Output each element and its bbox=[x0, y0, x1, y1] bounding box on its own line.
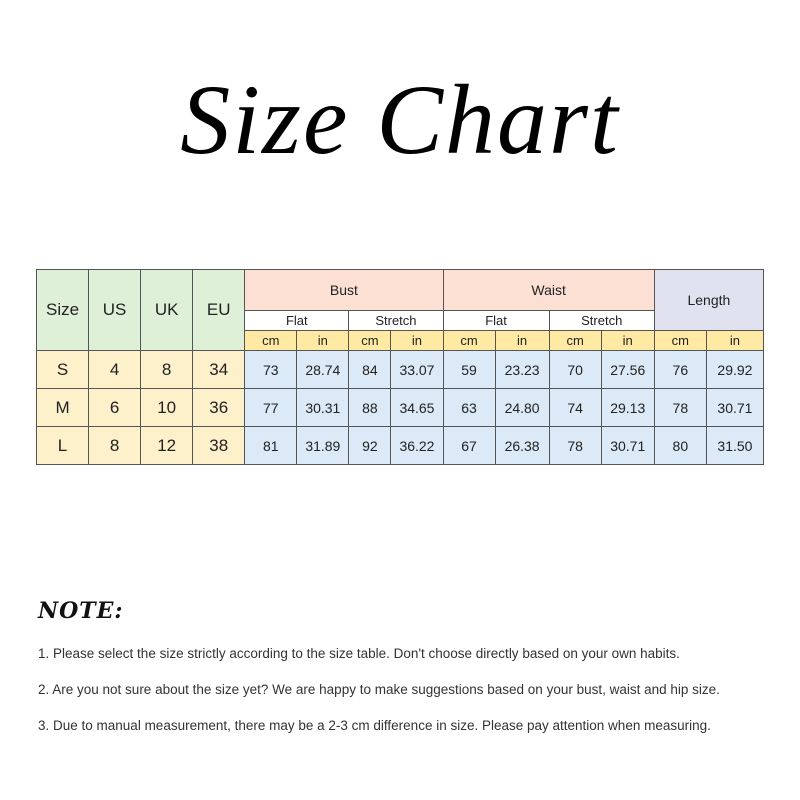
table-row bbox=[37, 351, 764, 389]
header-row-groups bbox=[37, 270, 764, 311]
cell-uk: 8 bbox=[141, 351, 193, 389]
header-bust: Bust bbox=[245, 270, 443, 311]
unit-cm: cm bbox=[443, 331, 495, 351]
cell-uk: 10 bbox=[141, 389, 193, 427]
note-line-2: 2. Are you not sure about the size yet? We are happy to make suggestions based on your bust, waist and hip size. bbox=[38, 682, 720, 697]
cell-us: 8 bbox=[89, 427, 141, 465]
cell-bust-flat-cm: 73 bbox=[245, 351, 297, 389]
cell-waist-stretch-cm: 78 bbox=[549, 427, 601, 465]
cell-waist-stretch-in: 27.56 bbox=[601, 351, 654, 389]
header-waist-flat: Flat bbox=[443, 311, 549, 331]
cell-length-cm: 76 bbox=[654, 351, 706, 389]
cell-bust-flat-cm: 77 bbox=[245, 389, 297, 427]
header-length: Length bbox=[654, 270, 763, 331]
cell-waist-stretch-cm: 70 bbox=[549, 351, 601, 389]
cell-eu: 34 bbox=[193, 351, 245, 389]
header-uk: UK bbox=[141, 270, 193, 351]
cell-waist-flat-in: 24.80 bbox=[495, 389, 549, 427]
cell-length-in: 31.50 bbox=[706, 427, 763, 465]
size-table bbox=[36, 269, 764, 465]
unit-in: in bbox=[297, 331, 349, 351]
note-title: NOTE: bbox=[38, 598, 124, 624]
cell-waist-flat-cm: 63 bbox=[443, 389, 495, 427]
cell-us: 6 bbox=[89, 389, 141, 427]
header-size: Size bbox=[37, 270, 89, 351]
cell-bust-flat-in: 28.74 bbox=[297, 351, 349, 389]
unit-cm: cm bbox=[349, 331, 391, 351]
cell-eu: 38 bbox=[193, 427, 245, 465]
cell-length-in: 29.92 bbox=[706, 351, 763, 389]
cell-bust-stretch-cm: 92 bbox=[349, 427, 391, 465]
header-eu: EU bbox=[193, 270, 245, 351]
cell-uk: 12 bbox=[141, 427, 193, 465]
cell-waist-stretch-in: 29.13 bbox=[601, 389, 654, 427]
unit-cm: cm bbox=[549, 331, 601, 351]
cell-eu: 36 bbox=[193, 389, 245, 427]
cell-bust-stretch-in: 34.65 bbox=[391, 389, 443, 427]
cell-length-cm: 78 bbox=[654, 389, 706, 427]
header-us: US bbox=[89, 270, 141, 351]
table-row bbox=[37, 389, 764, 427]
cell-bust-stretch-cm: 88 bbox=[349, 389, 391, 427]
note-line-1: 1. Please select the size strictly according to the size table. Don't choose directly based on your own habits. bbox=[38, 646, 680, 661]
cell-bust-flat-in: 31.89 bbox=[297, 427, 349, 465]
cell-waist-flat-in: 26.38 bbox=[495, 427, 549, 465]
unit-in: in bbox=[495, 331, 549, 351]
header-waist: Waist bbox=[443, 270, 654, 311]
cell-waist-flat-in: 23.23 bbox=[495, 351, 549, 389]
cell-waist-flat-cm: 59 bbox=[443, 351, 495, 389]
note-line-3: 3. Due to manual measurement, there may be a 2-3 cm difference in size. Please pay attention when measuring. bbox=[38, 718, 711, 733]
cell-waist-flat-cm: 67 bbox=[443, 427, 495, 465]
cell-length-cm: 80 bbox=[654, 427, 706, 465]
cell-bust-stretch-in: 36.22 bbox=[391, 427, 443, 465]
cell-size: S bbox=[37, 351, 89, 389]
cell-size: M bbox=[37, 389, 89, 427]
cell-bust-stretch-in: 33.07 bbox=[391, 351, 443, 389]
page-title: Size Chart bbox=[180, 64, 620, 175]
table-row bbox=[37, 427, 764, 465]
header-bust-flat: Flat bbox=[245, 311, 349, 331]
cell-size: L bbox=[37, 427, 89, 465]
cell-waist-stretch-cm: 74 bbox=[549, 389, 601, 427]
cell-waist-stretch-in: 30.71 bbox=[601, 427, 654, 465]
cell-bust-flat-in: 30.31 bbox=[297, 389, 349, 427]
cell-bust-flat-cm: 81 bbox=[245, 427, 297, 465]
cell-us: 4 bbox=[89, 351, 141, 389]
cell-length-in: 30.71 bbox=[706, 389, 763, 427]
unit-in: in bbox=[391, 331, 443, 351]
unit-cm: cm bbox=[654, 331, 706, 351]
header-bust-stretch: Stretch bbox=[349, 311, 443, 331]
unit-in: in bbox=[601, 331, 654, 351]
unit-in: in bbox=[706, 331, 763, 351]
cell-bust-stretch-cm: 84 bbox=[349, 351, 391, 389]
unit-cm: cm bbox=[245, 331, 297, 351]
header-waist-stretch: Stretch bbox=[549, 311, 654, 331]
